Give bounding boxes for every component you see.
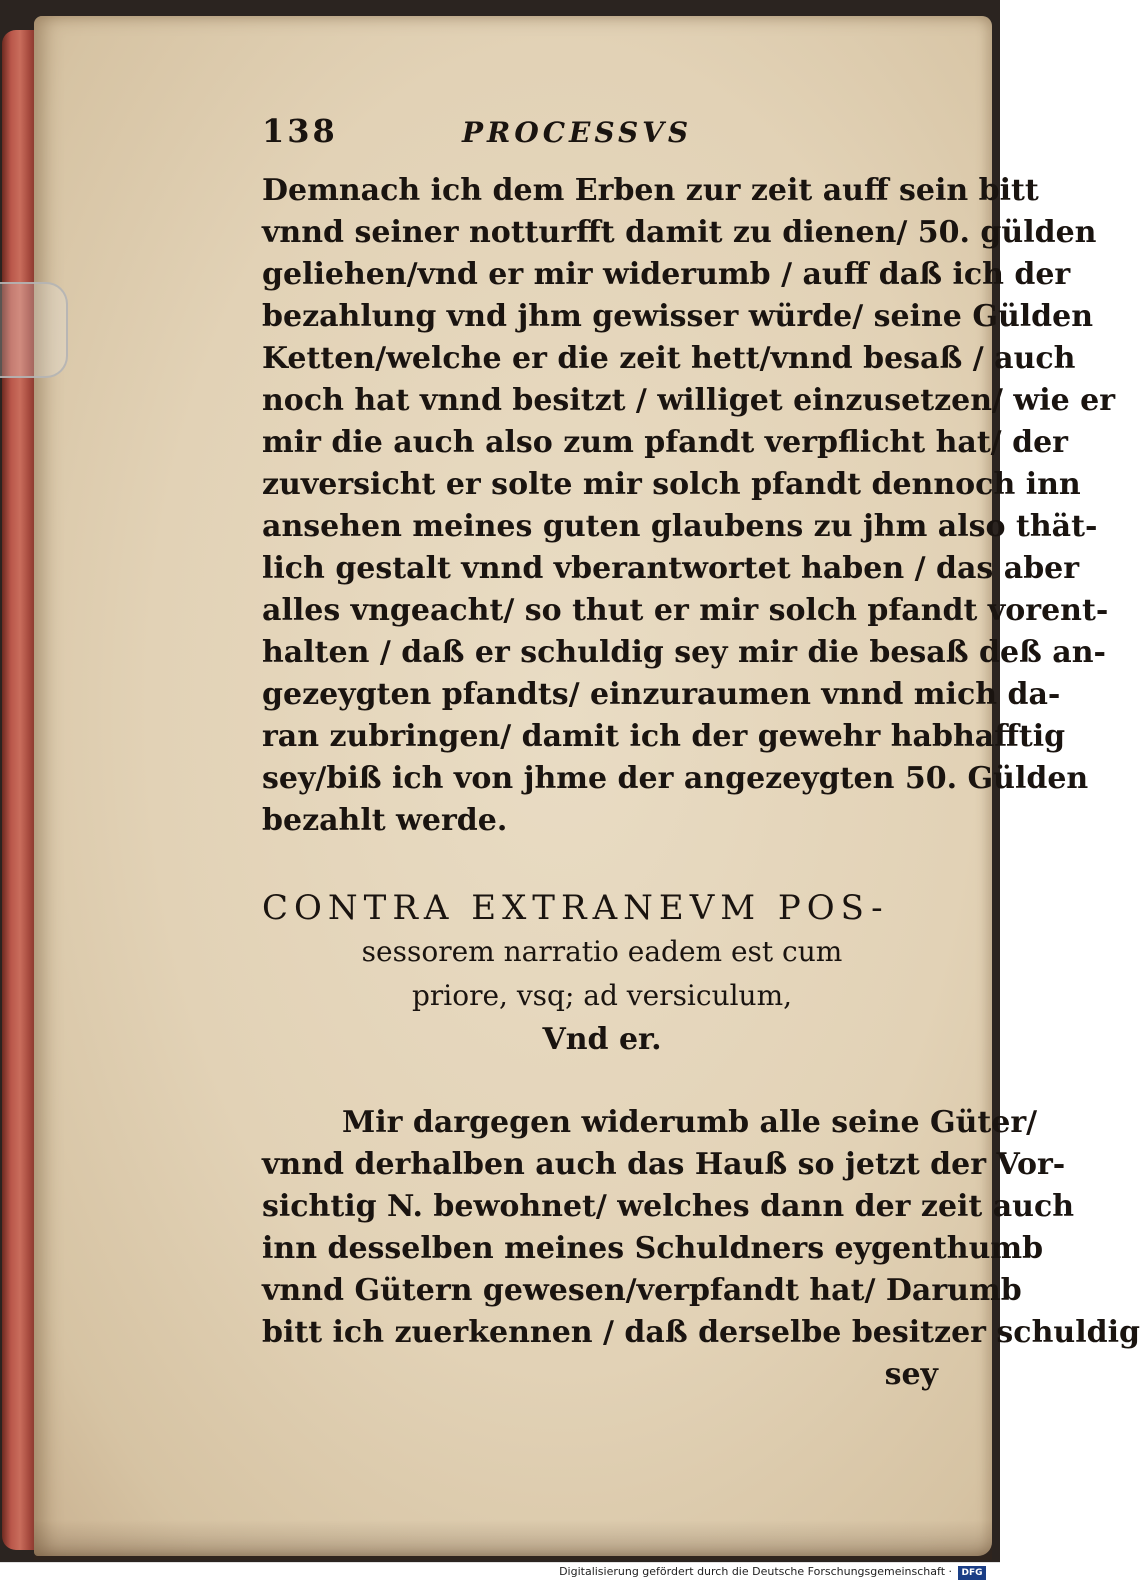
text-line: sichtig N. bewohnet/ welches dann der zeit auch [262, 1189, 1075, 1224]
text-line: ran zubringen/ damit ich der gewehr habhafftig [262, 719, 1066, 754]
page-number: 138 [262, 112, 338, 150]
paragraph-1 [262, 170, 1116, 842]
page-header [262, 112, 942, 170]
section-heading-line: sessorem narratio eadem est cum [361, 935, 843, 968]
page-clip [0, 282, 68, 378]
section-heading [262, 886, 942, 1062]
text-line: vnnd seiner notturfft damit zu dienen/ 50. gülden [262, 215, 1097, 250]
paragraph-2 [262, 1102, 1140, 1396]
text-line: bezahlung vnd jhm gewisser würde/ seine Gülden [262, 299, 1094, 334]
digitization-footer [0, 1562, 1000, 1585]
section-heading-line: priore, vsq; ad versiculum, [411, 979, 793, 1012]
funding-notice: Digitalisierung gefördert durch die Deutsche Forschungsgemeinschaft · [559, 1565, 952, 1578]
text-line: sey/biß ich von jhme der angezeygten 50. Gülden [262, 761, 1089, 796]
text-block [262, 112, 1140, 1396]
text-line: lich gestalt vnnd vberantwortet haben / das aber [262, 551, 1080, 586]
text-line: mir die auch also zum pfandt verpflicht hat/ der [262, 425, 1068, 460]
text-line: halten / daß er schuldig sey mir die besaß deß an- [262, 635, 1106, 670]
text-line: ansehen meines guten glaubens zu jhm also thät- [262, 509, 1098, 544]
dfg-logo-icon: DFG [958, 1566, 986, 1580]
section-heading-line: Vnd er. [542, 1022, 662, 1057]
running-head: PROCESSVS [462, 116, 693, 149]
text-line: zuversicht er solte mir solch pfandt dennoch inn [262, 467, 1081, 502]
section-heading-line: CONTRA EXTRANEVM POS- [262, 888, 889, 928]
text-line: vnnd derhalben auch das Hauß so jetzt der Vor- [262, 1147, 1066, 1182]
text-line: Mir dargegen widerumb alle seine Güter/ [342, 1105, 1038, 1140]
text-line: alles vngeacht/ so thut er mir solch pfandt vorent- [262, 593, 1109, 628]
text-line: Ketten/welche er die zeit hett/vnnd besaß / auch [262, 341, 1076, 376]
text-line: Demnach ich dem Erben zur zeit auff sein bitt [262, 173, 1039, 208]
page-bottom-shadow [34, 1520, 992, 1560]
page-edges [2, 30, 38, 1550]
text-line: bezahlt werde. [262, 803, 508, 838]
text-line: vnnd Gütern gewesen/verpfandt hat/ Darumb [262, 1273, 1022, 1308]
text-line: noch hat vnnd besitzt / williget einzusetzen/ wie er [262, 383, 1116, 418]
catchword: sey [884, 1357, 938, 1392]
text-line: bitt ich zuerkennen / daß derselbe besitzer schuldig [262, 1315, 1140, 1350]
text-line: geliehen/vnd er mir widerumb / auff daß ich der [262, 257, 1071, 292]
text-line: gezeygten pfandts/ einzuraumen vnnd mich da- [262, 677, 1061, 712]
text-line: inn desselben meines Schuldners eygenthumb [262, 1231, 1044, 1266]
